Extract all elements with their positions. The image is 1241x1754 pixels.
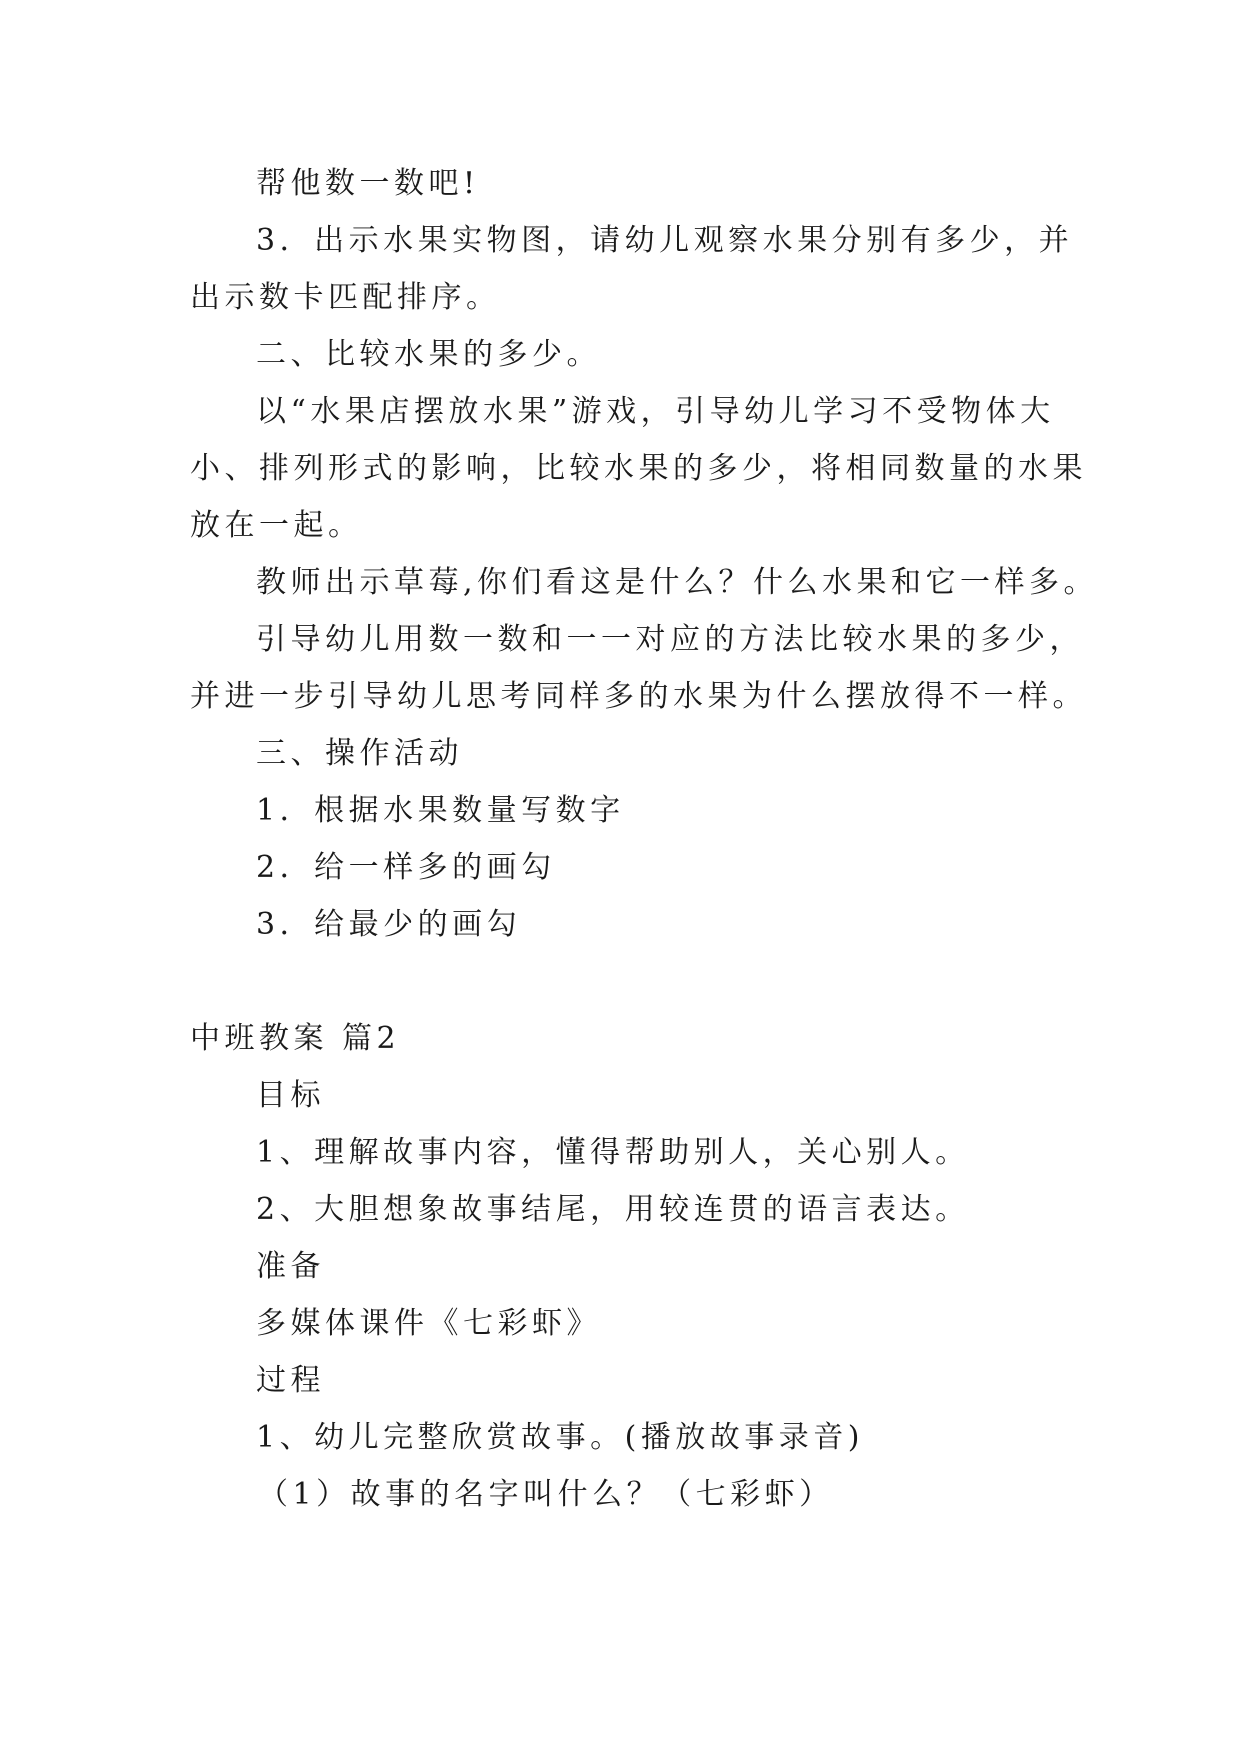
paragraph-line: 小、排列形式的影响，比较水果的多少，将相同数量的水果 — [190, 451, 1087, 486]
list-item: 2、大胆想象故事结尾，用较连贯的语言表达。 — [256, 1192, 970, 1227]
paragraph-line: 帮他数一数吧! — [256, 166, 480, 201]
list-item: 3．给最少的画勾 — [256, 907, 522, 942]
paragraph-line: 并进一步引导幼儿思考同样多的水果为什么摆放得不一样。 — [190, 679, 1087, 714]
list-item: （1）故事的名字叫什么？（七彩虾） — [258, 1477, 834, 1512]
list-item: 1、理解故事内容，懂得帮助别人，关心别人。 — [256, 1135, 970, 1170]
section-heading: 过程 — [256, 1363, 325, 1398]
list-item: 1、幼儿完整欣赏故事。(播放故事录音) — [256, 1420, 864, 1455]
paragraph-line: 放在一起。 — [190, 508, 363, 543]
paragraph-line: 引导幼儿用数一数和一一对应的方法比较水果的多少， — [256, 622, 1084, 657]
paragraph-line: 以“水果店摆放水果”游戏，引导幼儿学习不受物体大 — [256, 394, 1055, 429]
paragraph-line: 多媒体课件《七彩虾》 — [256, 1306, 601, 1341]
list-item: 1．根据水果数量写数字 — [256, 793, 625, 828]
document-title: 中班教案 篇2 — [190, 1021, 401, 1056]
paragraph-line: 出示数卡匹配排序。 — [190, 280, 501, 315]
paragraph-line: 3．出示水果实物图，请幼儿观察水果分别有多少，并 — [256, 223, 1074, 258]
section-heading: 三、操作活动 — [256, 736, 463, 771]
paragraph-line: 教师出示草莓,你们看这是什么？什么水果和它一样多。 — [256, 565, 1099, 600]
section-heading: 二、比较水果的多少。 — [256, 337, 601, 372]
section-heading: 准备 — [256, 1249, 325, 1284]
list-item: 2．给一样多的画勾 — [256, 850, 556, 885]
section-heading: 目标 — [256, 1078, 325, 1113]
